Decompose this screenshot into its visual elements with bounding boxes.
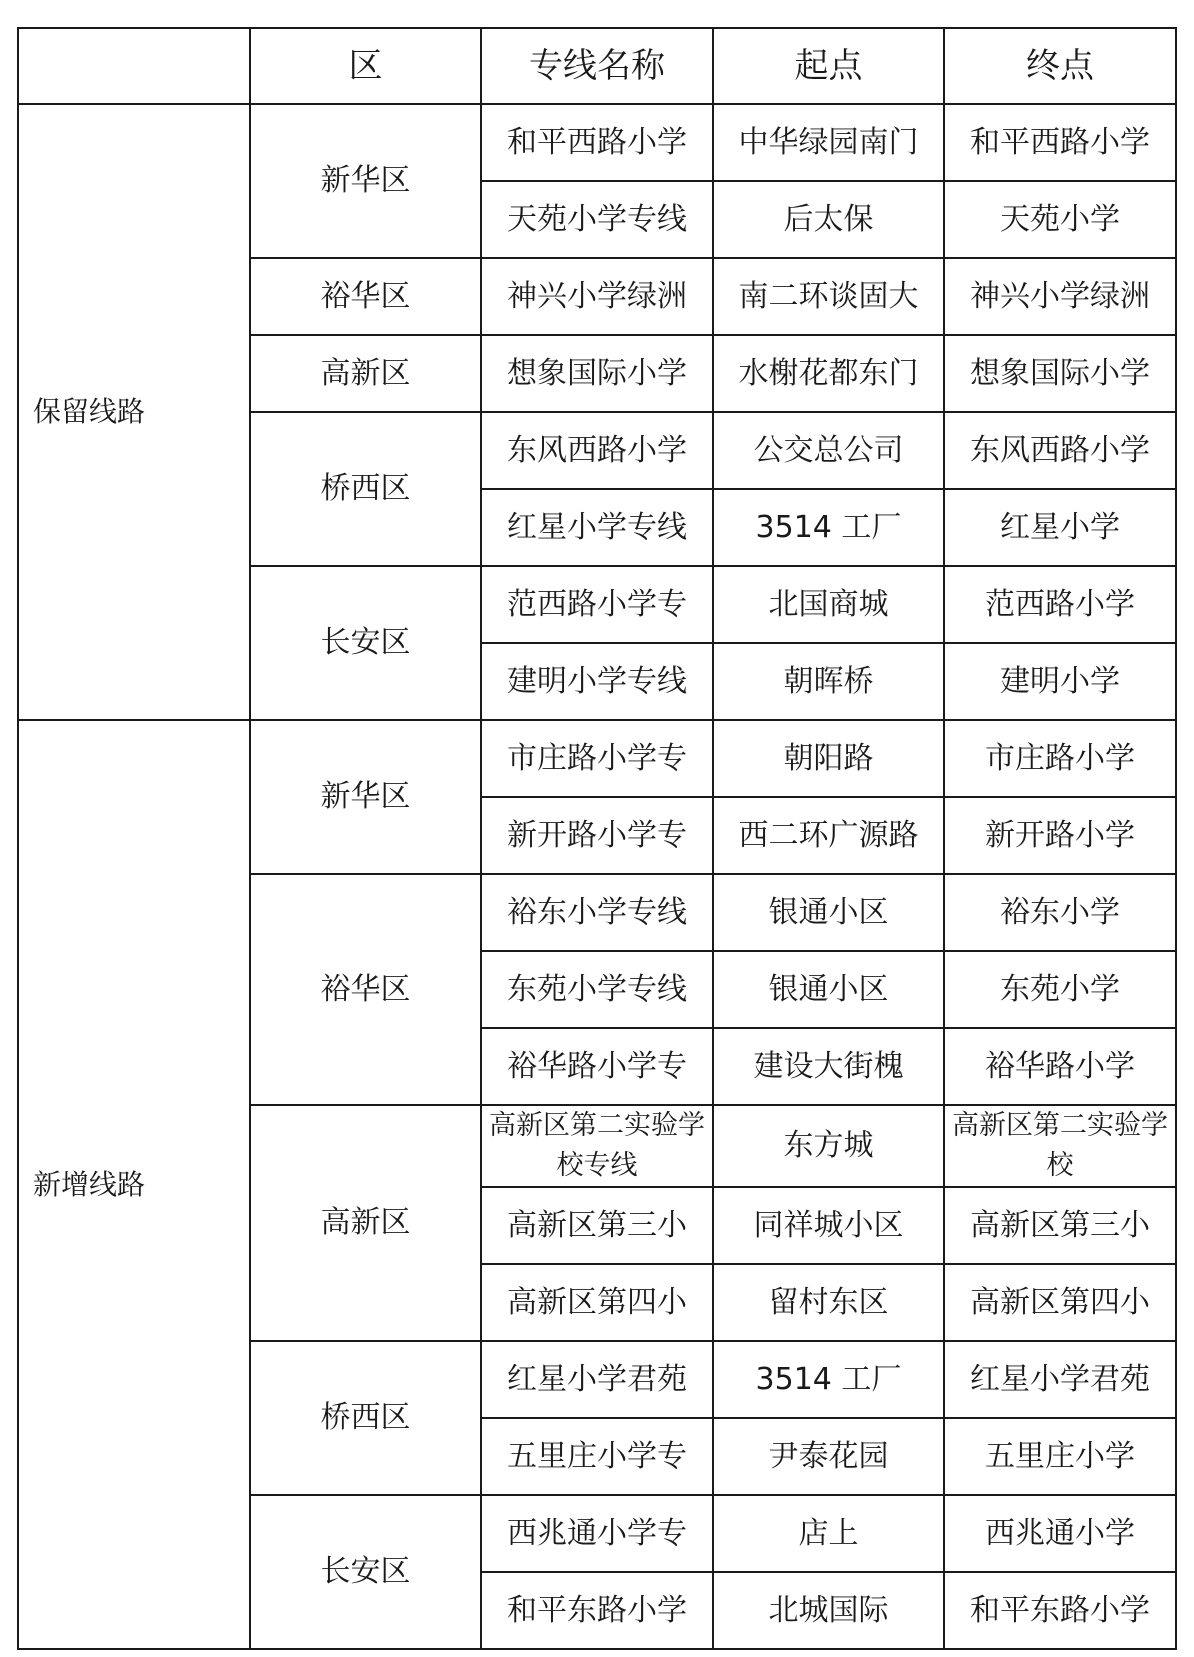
end-cell: 西兆通小学 <box>944 1495 1176 1572</box>
district-cell: 新华区 <box>250 720 481 874</box>
line-name-cell: 建明小学专线 <box>481 643 713 720</box>
end-cell: 市庄路小学 <box>944 720 1176 797</box>
start-cell: 西二环广源路 <box>713 797 944 874</box>
end-cell: 神兴小学绿洲 <box>944 258 1176 335</box>
end-cell: 天苑小学 <box>944 181 1176 258</box>
district-cell: 裕华区 <box>250 874 481 1105</box>
line-name-cell: 东苑小学专线 <box>481 951 713 1028</box>
line-name-cell: 裕华路小学专 <box>481 1028 713 1105</box>
line-name-cell: 东风西路小学 <box>481 412 713 489</box>
end-cell: 建明小学 <box>944 643 1176 720</box>
end-cell: 高新区第二实验学校 <box>944 1105 1176 1187</box>
start-cell: 店上 <box>713 1495 944 1572</box>
start-cell: 银通小区 <box>713 951 944 1028</box>
end-cell: 红星小学君苑 <box>944 1341 1176 1418</box>
end-cell: 和平西路小学 <box>944 104 1176 181</box>
end-cell: 红星小学 <box>944 489 1176 566</box>
start-cell: 北国商城 <box>713 566 944 643</box>
start-cell: 3514 工厂 <box>713 489 944 566</box>
district-cell: 新华区 <box>250 104 481 258</box>
end-cell: 高新区第三小 <box>944 1187 1176 1264</box>
district-cell: 桥西区 <box>250 1341 481 1495</box>
line-name-cell: 想象国际小学 <box>481 335 713 412</box>
line-name-cell: 天苑小学专线 <box>481 181 713 258</box>
start-cell: 朝晖桥 <box>713 643 944 720</box>
start-cell: 后太保 <box>713 181 944 258</box>
end-cell: 裕华路小学 <box>944 1028 1176 1105</box>
line-name-cell: 五里庄小学专 <box>481 1418 713 1495</box>
district-cell: 长安区 <box>250 566 481 720</box>
line-name-cell: 新开路小学专 <box>481 797 713 874</box>
end-cell: 五里庄小学 <box>944 1418 1176 1495</box>
line-name-cell: 西兆通小学专 <box>481 1495 713 1572</box>
start-cell: 同祥城小区 <box>713 1187 944 1264</box>
category-retained: 保留线路 <box>18 104 250 720</box>
header-end: 终点 <box>944 28 1176 104</box>
line-name-cell: 裕东小学专线 <box>481 874 713 951</box>
start-cell: 3514 工厂 <box>713 1341 944 1418</box>
district-cell: 高新区 <box>250 1105 481 1341</box>
start-cell: 建设大街槐 <box>713 1028 944 1105</box>
category-added: 新增线路 <box>18 720 250 1649</box>
start-cell: 东方城 <box>713 1105 944 1187</box>
line-name-cell: 神兴小学绿洲 <box>481 258 713 335</box>
end-cell: 裕东小学 <box>944 874 1176 951</box>
start-cell: 中华绿园南门 <box>713 104 944 181</box>
end-cell: 想象国际小学 <box>944 335 1176 412</box>
end-cell: 范西路小学 <box>944 566 1176 643</box>
line-name-cell: 高新区第三小 <box>481 1187 713 1264</box>
start-cell: 南二环谈固大 <box>713 258 944 335</box>
line-name-cell: 高新区第四小 <box>481 1264 713 1341</box>
end-cell: 和平东路小学 <box>944 1572 1176 1649</box>
header-district: 区 <box>250 28 481 104</box>
end-cell: 高新区第四小 <box>944 1264 1176 1341</box>
header-line-name: 专线名称 <box>481 28 713 104</box>
district-cell: 高新区 <box>250 335 481 412</box>
district-cell: 裕华区 <box>250 258 481 335</box>
district-cell: 长安区 <box>250 1495 481 1649</box>
start-cell: 公交总公司 <box>713 412 944 489</box>
start-cell: 尹泰花园 <box>713 1418 944 1495</box>
line-name-cell: 和平东路小学 <box>481 1572 713 1649</box>
start-cell: 留村东区 <box>713 1264 944 1341</box>
line-name-cell: 红星小学君苑 <box>481 1341 713 1418</box>
header-blank <box>18 28 250 104</box>
line-name-cell: 红星小学专线 <box>481 489 713 566</box>
table-row <box>18 720 1176 797</box>
start-cell: 银通小区 <box>713 874 944 951</box>
end-cell: 东苑小学 <box>944 951 1176 1028</box>
header-start: 起点 <box>713 28 944 104</box>
line-name-cell: 范西路小学专 <box>481 566 713 643</box>
start-cell: 水榭花都东门 <box>713 335 944 412</box>
district-cell: 桥西区 <box>250 412 481 566</box>
table-row <box>18 104 1176 181</box>
end-cell: 新开路小学 <box>944 797 1176 874</box>
bus-line-table <box>17 27 1177 1650</box>
line-name-cell: 和平西路小学 <box>481 104 713 181</box>
table-header-row <box>18 28 1176 104</box>
start-cell: 北城国际 <box>713 1572 944 1649</box>
line-name-cell: 高新区第二实验学校专线 <box>481 1105 713 1187</box>
start-cell: 朝阳路 <box>713 720 944 797</box>
line-name-cell: 市庄路小学专 <box>481 720 713 797</box>
end-cell: 东风西路小学 <box>944 412 1176 489</box>
